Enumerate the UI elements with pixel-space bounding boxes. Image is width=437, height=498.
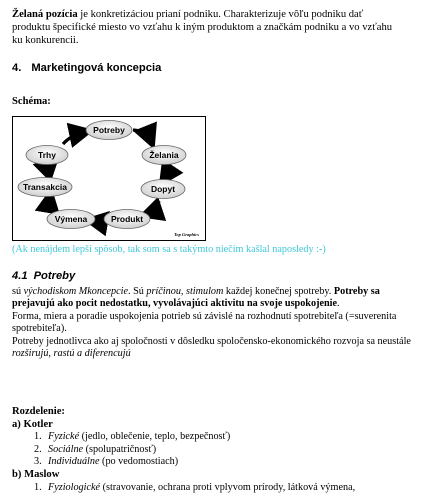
- node-label: Potreby: [93, 125, 125, 135]
- maslow-label: b) Maslow: [12, 468, 60, 480]
- subsection-heading: [12, 270, 75, 282]
- node-label: Transakcia: [23, 182, 67, 192]
- node-zelania: [142, 146, 186, 165]
- rozdelenie-heading: Rozdelenie:: [12, 406, 65, 417]
- item-term: Individuálne: [48, 456, 100, 468]
- kotler-label: a) Kotler: [12, 418, 53, 430]
- item-number: 1.: [34, 431, 42, 443]
- maslow-list: [12, 482, 355, 495]
- section-heading: [12, 62, 161, 74]
- node-trhy: [26, 146, 68, 165]
- intro-text-2: produktu špecifické miesto vo vzťahu k iným produktom a značkám podniku a vo vzťahu: [12, 22, 393, 33]
- list-item: [12, 431, 355, 444]
- intro-paragraph: [12, 8, 422, 47]
- subsection-number: 4.1: [12, 270, 28, 282]
- text-run-italic: východiskom Mkoncepcie: [23, 286, 128, 297]
- kotler-list: [12, 431, 355, 469]
- arrow-potreby-zelania: [133, 130, 151, 141]
- item-term: Fyzické: [48, 431, 80, 443]
- arrow-zelania-dopyt: [163, 165, 166, 179]
- item-desc: (po vedomostiach): [99, 456, 179, 468]
- item-number: 3.: [34, 456, 42, 468]
- text-run-italic: stimulom: [186, 286, 224, 297]
- node-label: Produkt: [110, 214, 144, 224]
- section-title: Marketingová koncepcia: [31, 62, 162, 74]
- text-run-bold: Potreby sa prejavujú ako pocit nedostatku, vyvolávajúci aktivitu na svoje uspokojenie: [12, 286, 380, 310]
- paragraph-3: [12, 336, 424, 361]
- diagram-caption: (Ak nenájdem lepší spôsob, tak som sa s takýmto niečím kašlal naposledy :-): [12, 244, 326, 255]
- item-desc: (stravovanie, ochrana proti vplyvom prírody, látková výmena,: [100, 481, 356, 493]
- text-run-italic: rozširujú, rastú a diferencujú: [12, 348, 131, 360]
- list-item: [12, 444, 355, 457]
- subsection-title: Potreby: [33, 270, 76, 282]
- text-run: sú: [12, 286, 24, 297]
- node-produkt: [104, 210, 150, 229]
- node-label: Výmena: [54, 214, 88, 224]
- schema-label: Schéma:: [12, 96, 51, 107]
- cycle-svg: [13, 117, 205, 240]
- node-dopyt: [141, 180, 185, 199]
- item-desc: (spolupatričnosť): [83, 443, 157, 455]
- arrow-dopyt-produkt: [147, 201, 159, 214]
- intro-term: Želaná pozícia: [12, 9, 78, 20]
- marketing-cycle-diagram: [12, 116, 206, 241]
- rozdelenie-section: [12, 406, 355, 494]
- text-run: každej konečnej spotreby.: [223, 286, 334, 297]
- body-text: [12, 286, 424, 360]
- item-number: 2.: [34, 443, 42, 455]
- section-number: 4.: [12, 62, 22, 74]
- node-label: Trhy: [38, 150, 56, 160]
- list-item: [12, 482, 355, 495]
- node-transakcia: [18, 178, 72, 197]
- text-run-italic: príčinou: [146, 286, 181, 297]
- arrow-vymena-transakcia: [50, 197, 55, 209]
- diagram-credit: Top Graphics: [174, 232, 199, 237]
- text-run: . Sú: [127, 286, 147, 297]
- paragraph-2: Forma, miera a poradie uspokojenia potrieb sú závislé na rozhodnutí spotrebiteľa (=suverenita spotrebiteľa).: [12, 310, 397, 335]
- intro-text-3: ku konkurencii.: [12, 35, 79, 46]
- paragraph-1: [12, 286, 424, 311]
- node-vymena: [47, 210, 95, 229]
- text-run: ,: [180, 286, 187, 297]
- item-desc: (jedlo, oblečenie, teplo, bezpečnosť): [79, 431, 231, 443]
- node-potreby: [86, 121, 132, 140]
- node-label: Dopyt: [150, 184, 176, 194]
- arrow-trhy-potreby: [63, 132, 85, 144]
- item-term: Sociálne: [48, 443, 84, 455]
- text-run: .: [337, 298, 340, 310]
- item-term: Fyziologické: [48, 481, 101, 493]
- cycle-arrows: [49, 130, 166, 221]
- node-label: Želania: [149, 150, 179, 160]
- item-number: 1.: [34, 481, 42, 493]
- intro-text-1: je konkretizáciou prianí podniku. Charakterizuje vôľu podniku dať: [77, 9, 364, 20]
- list-item: [12, 456, 355, 469]
- text-run: Potreby jednotlivca ako aj spoločnosti v dôsledku spoločensko-ekonomického rozvoja sa neustále: [12, 335, 411, 347]
